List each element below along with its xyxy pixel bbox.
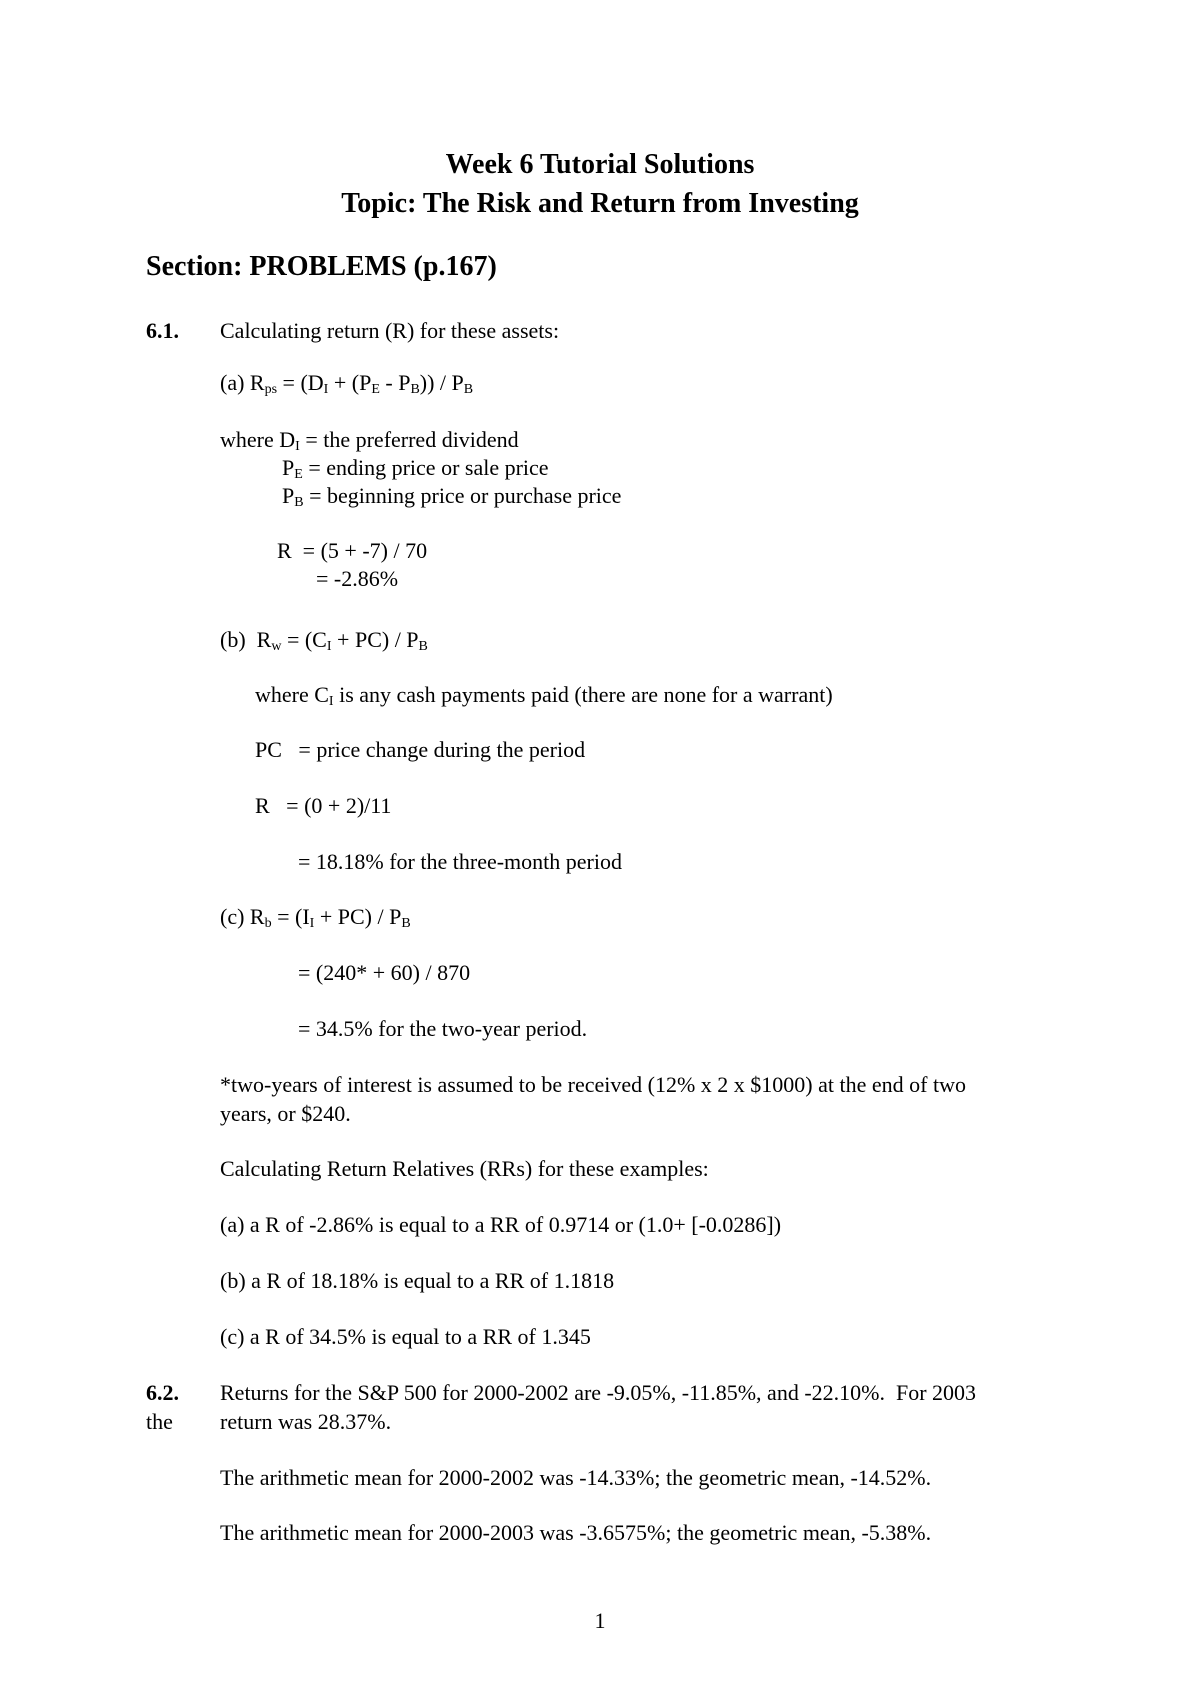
q61-c-calc-2: = 34.5% for the two-year period.	[298, 1016, 588, 1041]
q62-arithmetic-2000-2002: The arithmetic mean for 2000-2002 was -14.33%; the geometric mean, -14.52%.	[220, 1465, 932, 1490]
document-title: Week 6 Tutorial Solutions	[445, 149, 755, 180]
problem-number-6-2: 6.2.	[146, 1380, 179, 1405]
q61-note-line-2: years, or $240.	[220, 1101, 351, 1126]
q61-c-formula: (c) $R_b = (I_I + PC) / P_B$	[220, 904, 411, 931]
q61-rr-a: (a) a R of -2.86% is equal to a RR of 0.9714 or (1.0+ [-0.0286])	[220, 1212, 782, 1237]
q61-b-calc-1: R = (0 + 2)/11	[255, 793, 392, 818]
section-heading: Section: PROBLEMS (p.167)	[146, 251, 497, 282]
q61-pb-definition: $P_B$ = beginning price or purchase price	[282, 483, 622, 510]
q61-b-where: where $C_I$ is any cash payments paid (there are none for a warrant)	[255, 682, 833, 709]
q61-where-di: where $D_I$ = the preferred dividend	[220, 427, 519, 454]
q61-rr-intro: Calculating Return Relatives (RRs) for these examples:	[220, 1156, 709, 1181]
q61-note-line-1: *two-years of interest is assumed to be received (12% x 2 x $1000) at the end of two	[220, 1072, 966, 1097]
problem-number-6-1: 6.1.	[146, 318, 179, 343]
q61-a-calc-1: R = (5 + -7) / 70	[277, 538, 428, 563]
q61-b-pc: PC = price change during the period	[255, 737, 586, 762]
q61-rr-c: (c) a R of 34.5% is equal to a RR of 1.345	[220, 1324, 591, 1349]
q61-rr-b: (b) a R of 18.18% is equal to a RR of 1.1818	[220, 1268, 615, 1293]
q61-intro: Calculating return (R) for these assets:	[220, 318, 560, 343]
q61-a-formula: (a) $R_{ps} = (D_I + (P_E - P_B)) / P_B$	[220, 370, 474, 397]
q61-b-formula: (b) $R_w = (C_I + PC) / P_B$	[220, 627, 428, 654]
q61-c-calc-1: = (240* + 60) / 870	[298, 960, 471, 985]
q62-the: the	[146, 1409, 173, 1434]
q62-line-2: return was 28.37%.	[220, 1409, 392, 1434]
page-number: 1	[594, 1608, 606, 1633]
q61-pe-definition: $P_E$ = ending price or sale price	[282, 455, 549, 482]
q61-b-calc-2: = 18.18% for the three-month period	[298, 849, 622, 874]
q61-a-calc-2: = -2.86%	[316, 566, 399, 591]
q62-line-1: Returns for the S&P 500 for 2000-2002 are -9.05%, -11.85%, and -22.10%. For 2003	[220, 1380, 977, 1405]
document-topic: Topic: The Risk and Return from Investing	[341, 188, 859, 219]
q62-arithmetic-2000-2003: The arithmetic mean for 2000-2003 was -3.6575%; the geometric mean, -5.38%.	[220, 1520, 932, 1545]
